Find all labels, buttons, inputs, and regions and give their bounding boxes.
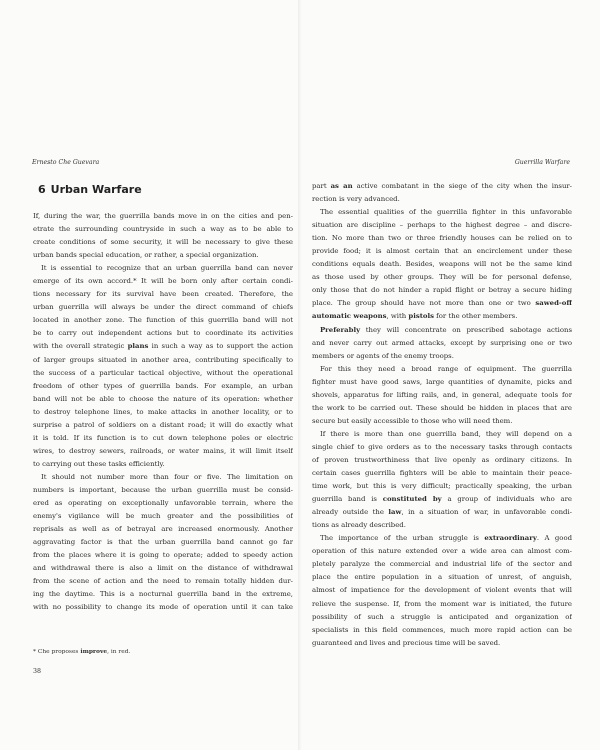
text-run: be to carry out independent actions but to coordinate its activities [33, 329, 293, 338]
chapter-number: 6 [38, 183, 46, 196]
text-run: the work to be carried out. These should be hidden in places that are [312, 403, 572, 412]
text-run: , in red. [107, 649, 131, 655]
text-line [312, 532, 572, 545]
text-line [33, 406, 293, 419]
text-run: surprise a patrol of soldiers on a distant road; it will do exactly what [33, 420, 293, 429]
text-run: shovels, apparatus for lifting rails, and, in general, adequate tools for [312, 390, 572, 399]
text-run: already outside the [312, 508, 389, 517]
text-line [33, 432, 293, 445]
text-run: urban guerrilla will always be under the direct command of chiefs [33, 303, 293, 312]
text-run: emerge of its own accord.* It will be born only after certain condi- [33, 277, 293, 286]
text-run: place the entire population in a situation of unrest, of anguish, [312, 573, 572, 582]
text-line [312, 441, 572, 454]
text-run: place. The group should have not more than one or two [312, 299, 536, 308]
text-line [33, 601, 293, 614]
text-line [33, 419, 293, 432]
text-line [312, 193, 572, 206]
text-line [33, 549, 293, 562]
text-line [33, 262, 293, 275]
text-run: with no possibility to change its mode of operation until it can take [33, 603, 293, 612]
text-line [312, 415, 572, 428]
text-run: pletely paralyze the commercial and industrial life of the sector and [312, 560, 572, 569]
text-run: provide food; it is almost certain that an encirclement under these [312, 247, 572, 256]
text-line [33, 497, 293, 510]
text-run: members or agents of the enemy troops. [312, 351, 454, 360]
text-run: It should not number more than four or five. The limitation on [41, 472, 293, 481]
text-run: If, during the war, the guerrilla bands move in on the cities and pen- [33, 212, 293, 220]
left-body-text [33, 210, 293, 614]
text-run: , in a situation of war, in unfavorable condi- [401, 508, 572, 517]
text-run: to carrying out these tasks efficiently. [33, 459, 165, 468]
text-line [312, 428, 572, 441]
text-run: aggravating factor is that the urban guerrilla band cannot go far [33, 538, 293, 547]
text-run: as those used by other groups. They will be for personal defense, [312, 273, 572, 282]
text-run: The importance of the urban struggle is [320, 534, 485, 543]
text-line [312, 258, 572, 271]
text-line [33, 575, 293, 588]
text-line [312, 232, 572, 245]
text-run: freedom of other types of guerrilla bands. For example, an urban [33, 381, 293, 390]
text-line [312, 350, 572, 363]
text-run: and withdrawal there is also a limit on the distance of withdrawal [33, 564, 293, 573]
text-line [312, 310, 572, 323]
text-line [312, 624, 572, 637]
text-line [33, 536, 293, 549]
bold-run: constituted by [382, 495, 442, 504]
text-run: it is told. If its function is to cut down telephone poles or electric [33, 433, 293, 442]
chapter-heading [38, 183, 142, 196]
text-line [33, 275, 293, 288]
text-run: . A good [536, 534, 572, 543]
text-run: reprisals as well as of betrayal are increased enormously. Another [33, 525, 293, 534]
text-run: only those that do not hinder a rapid flight or betray a secure hiding [312, 286, 572, 295]
right-body-text [312, 180, 572, 650]
text-line [312, 271, 572, 284]
text-run: create conditions of some security, it will be necessary to give these [33, 238, 293, 247]
text-run: The essential qualities of the guerrilla fighter in this unfavorable [320, 208, 572, 217]
text-line [312, 519, 572, 532]
text-run: operation of this nature extended over a wide area can almost com- [312, 547, 572, 556]
text-run: tions as already described. [312, 521, 406, 530]
text-run: certain cases guerrilla fighters will be able to maintain their peace- [312, 469, 572, 478]
text-run: from the scene of action and the need to remain totally hidden dur- [33, 577, 293, 586]
text-run: of larger groups situated in another area, contributing specifically to [33, 355, 293, 364]
text-line [33, 288, 293, 301]
text-run: rection is very advanced. [312, 195, 400, 204]
text-line [33, 340, 293, 353]
text-run: and never carry out armed attacks, except by surprising one or two [312, 338, 572, 347]
text-run: of proven trustworthiness that live openly as ordinary citizens. In [312, 455, 572, 464]
right-page [300, 0, 600, 750]
text-run: guerrilla band is [312, 495, 383, 504]
text-line [312, 324, 572, 337]
text-run: conditions equals death. Besides, weapons will not be the same kind [312, 260, 572, 269]
footnote [33, 648, 130, 655]
text-line [33, 445, 293, 458]
text-line [312, 493, 572, 506]
text-run: possibility of such a struggle is anticipated and organization of [312, 612, 572, 621]
text-line [33, 510, 293, 523]
text-line [312, 219, 572, 232]
text-run: numbers is important, because the urban guerrilla must be consid- [33, 485, 293, 494]
text-line [33, 484, 293, 497]
text-line [312, 506, 572, 519]
text-line [312, 571, 572, 584]
text-run: fighter must have good saws, large quantities of dynamite, picks and [312, 377, 572, 386]
text-line [33, 588, 293, 601]
text-line [33, 210, 293, 223]
text-run: tion. No more than two or three friendly houses can be relied on to [312, 234, 572, 243]
text-run: to destroy telephone lines, to make attacks in another locality, or to [33, 407, 293, 416]
text-run: , with [386, 312, 409, 321]
text-run: tions necessary for its survival have been created. Therefore, the [33, 290, 293, 299]
bold-run: law [388, 508, 402, 517]
right-running-head: Guerrilla Warfare [514, 159, 570, 166]
text-line [33, 354, 293, 367]
text-line [312, 245, 572, 258]
text-run: the success of a particular tactical objective, without the operational [33, 368, 293, 377]
text-run: * Che proposes [33, 649, 81, 655]
text-line [33, 523, 293, 536]
bold-run: Preferably [320, 325, 361, 334]
text-line [33, 471, 293, 484]
bold-run: sawed-off [535, 299, 572, 308]
text-line [33, 562, 293, 575]
bold-run: automatic weapons [312, 312, 387, 321]
text-line [312, 284, 572, 297]
text-line [33, 236, 293, 249]
left-running-head: Ernesto Che Guevara [32, 159, 100, 166]
text-run: It is essential to recognize that an urban guerrilla band can never [41, 264, 293, 273]
text-line [312, 389, 572, 402]
text-line [312, 337, 572, 350]
text-run: in such a way as to support the action [148, 342, 293, 351]
text-line [312, 297, 572, 310]
text-line [312, 598, 572, 611]
text-run: band will not be able to choose the nature of its operation: whether [33, 394, 293, 403]
text-line [312, 454, 572, 467]
text-line [33, 249, 293, 262]
text-run: almost of impatience for the development of violent events that will [312, 586, 572, 595]
text-line [33, 314, 293, 327]
text-run: urban bands special education, or rather, a special organization. [33, 251, 259, 260]
text-line [312, 206, 572, 219]
text-run: If there is more than one guerrilla band, they will depend on a [320, 429, 572, 438]
text-line [33, 327, 293, 340]
text-run: active combatant in the siege of the city when the insur- [352, 182, 572, 190]
text-line [312, 584, 572, 597]
text-line [33, 367, 293, 380]
bold-run: extraordinary [484, 534, 537, 543]
text-run: secure but easily accessible to those who will need them. [312, 416, 513, 425]
text-run: with the overall strategic [33, 342, 128, 351]
bold-run: plans [127, 342, 149, 351]
text-run: single chief to give orders as to the necessary tasks through contacts [312, 442, 572, 451]
bold-run: improve [80, 648, 108, 655]
text-line [312, 467, 572, 480]
text-line [312, 558, 572, 571]
text-run: ing the daytime. This is a nocturnal guerrilla band in the extreme, [33, 590, 293, 599]
text-run: enemy's vigilance will be much greater and the possibilities of [33, 512, 293, 521]
text-line [312, 376, 572, 389]
bold-run: as an [330, 182, 353, 190]
text-run: guaranteed and lives and precious time will be saved. [312, 638, 501, 647]
text-run: located in another zone. The function of this guerrilla band will not [33, 316, 293, 325]
text-line [33, 380, 293, 393]
text-line [312, 480, 572, 493]
text-line [312, 363, 572, 376]
text-run: a group of individuals who are [441, 495, 572, 504]
text-run: ered as operating on exceptionally unfavorable terrain, where the [33, 499, 293, 508]
text-run: specialists in this field commences, much more rapid action can be [312, 625, 572, 634]
text-run: time work, but this is very difficult; practically speaking, the urban [312, 482, 572, 491]
text-run: they will concentrate on prescribed sabotage actions [360, 325, 572, 334]
text-run: wires, to destroy sewers, railroads, or water mains, it will limit itself [33, 446, 293, 455]
text-run: part [312, 182, 331, 190]
text-run: from the places where it is going to operate; added to speedy action [33, 551, 293, 560]
text-line [33, 458, 293, 471]
text-run: situation are discipline – perhaps to the highest degree – and discre- [312, 221, 572, 230]
text-line [312, 611, 572, 624]
text-line [312, 402, 572, 415]
text-line [312, 637, 572, 650]
chapter-title: Urban Warfare [50, 183, 142, 196]
text-line [33, 393, 293, 406]
text-line [33, 223, 293, 236]
page-number: 38 [33, 668, 42, 675]
text-line [312, 545, 572, 558]
text-line [33, 301, 293, 314]
text-run: For this they need a broad range of equipment. The guerrilla [320, 364, 572, 373]
text-line [312, 180, 572, 193]
bold-run: pistols [408, 312, 434, 321]
text-run: for the other members. [433, 312, 518, 321]
text-run: relieve the suspense. If, from the moment war is initiated, the future [312, 599, 572, 608]
text-run: etrate the surrounding countryside in such a way as to be able to [33, 225, 293, 234]
